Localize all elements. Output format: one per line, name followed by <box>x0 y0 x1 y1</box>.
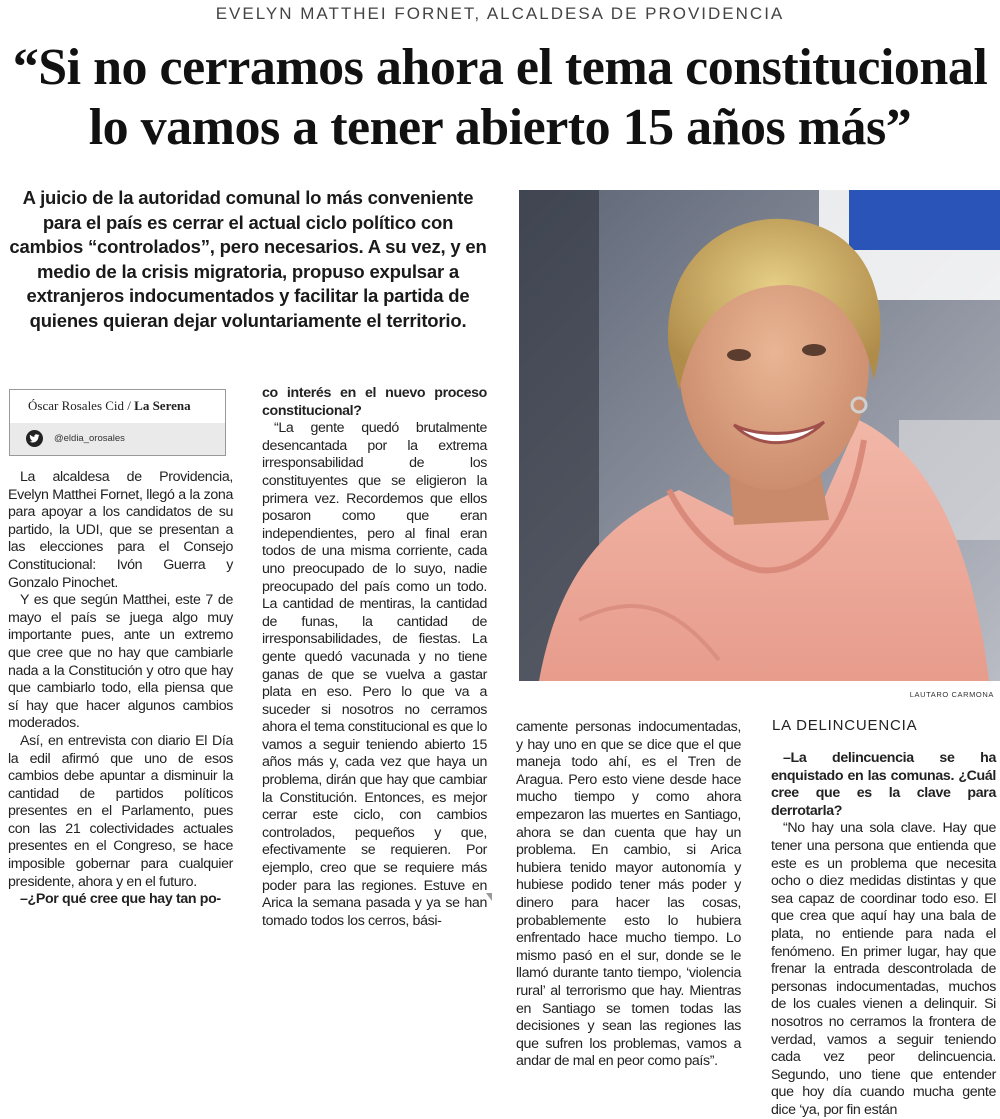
article-column-4 <box>771 750 996 1119</box>
paragraph: La alcaldesa de Providencia, Evelyn Matthei Fornet, llegó a la zona para apoyar a los candidatos de su partido, la UDI, que se presentan a las elecciones para el Consejo Constitucional: Ivón Guerra y Gonzalo Pinochet. <box>8 469 233 591</box>
article-column-3 <box>516 719 741 1071</box>
interview-question: co interés en el nuevo proceso constitucional? <box>262 385 487 419</box>
interview-question: –La delincuencia se ha enquistado en las comunas. ¿Cuál cree que es la clave para derrotarla? <box>771 750 996 819</box>
paragraph: “No hay una sola clave. Hay que tener una persona que entienda que este es un problema que necesita ocho o diez medidas distintas y que sea capaz de coordinar todo eso. El que crea que aquí hay una bala de plata, no entiende para nada el fenómeno. En primer lugar, hay que frenar la entrada descontrolada de personas indocumentadas, muchos de los cuales vienen a delinquir. Si nosotros no cerramos la frontera de verdad, vamos a seguir teniendo cada vez peor delincuencia. Segundo, uno tiene que entender que hoy día cuando mucha gente dice ‘ya, por fin están <box>771 820 996 1118</box>
interview-question: –¿Por qué cree que hay tan po- <box>20 891 221 908</box>
page-mark <box>486 893 492 901</box>
byline-box <box>9 389 226 456</box>
byline-author <box>28 398 191 414</box>
photo-credit: LAUTARO CARMONA <box>909 690 994 699</box>
article-column-2 <box>262 385 487 930</box>
lead-paragraph: A juicio de la autoridad comunal lo más conveniente para el país es cerrar el actual ciclo político con cambios “controlados”, pero necesarios. A su vez, y en medio de la crisis migratoria, propuso expulsar a extranjeros indocumentados y facilitar la partida de quienes quieran dejar voluntariamente el territorio. <box>9 187 487 331</box>
headline-line-2: lo vamos a tener abierto 15 años más” <box>88 99 912 156</box>
article-column-1 <box>8 469 233 909</box>
byline-social <box>10 423 225 455</box>
paragraph: “La gente quedó brutalmente desencantada por la extrema irresponsabilidad de los constituyentes que se eligieron la primera vez. Recordemos que ellos posaron como que eran independientes, pero al final eran todos de una misma corriente, cada uno preocupado de lo suyo, nadie preocupado del país como un todo. La cantidad de mentiras, la cantidad de funas, la cantidad de irresponsabilidades, de fiestas. La gente quedó vacunada y no tiene ganas de que se vuelva a gastar plata en eso. Pero lo que va a suceder si nosotros no cerramos ahora el tema constitucional es que lo vamos a seguir teniendo abierto 15 años más y, cada vez que haya un problema, dirán que hay que cambiar la Constitución. Entonces, es mejor cerrar este ciclo, con cambios controlados, pequeños y que, efectivamente se requieren. Por ejemplo, creo que se requiere más poder para las regiones. Estuve en Arica la semana pasada y ya se han tomado todos los cerros, bási- <box>262 420 487 929</box>
twitter-handle: @eldia_orosales <box>54 433 125 444</box>
interviewee-photo <box>519 190 1000 681</box>
portrait-illustration <box>519 190 1000 681</box>
paragraph: camente personas indocumentadas, y hay uno en que se dice que el que maneja todo ahí, es el Tren de Aragua. Pero esto viene desde hace mucho tiempo y como ahora empezaron las muertes en Santiago, ahora se dan cuenta que hay un problema. En cambio, si Arica hubiera tenido mayor autonomía y hubiese podido tener más poder y dinero para hacer las cosas, probablemente esto lo hubiera enfrentado hace mucho tiempo. Lo mismo pasó en el sur, donde se le llamó durante tanto tiempo, ‘violencia rural’ al terrorismo que hay. Mientras en Santiago se tomen todas las decisiones y sean las regiones las que sufren los problemas, vamos a andar de mal en peor como país”. <box>516 719 741 1070</box>
paragraph: Y es que según Matthei, este 7 de mayo el país se juega algo muy importante pues, ante un extremo que cree que no hay que cambiarle nada a la Constitución y otro que hay que cambiarlo todo, ella piensa que sí hay que hacer algunos cambios moderados. <box>8 592 233 732</box>
headline-line-1: “Si no cerramos ahora el tema constitucional <box>12 39 988 96</box>
twitter-icon <box>26 430 43 447</box>
author-location: La Serena <box>134 398 191 413</box>
section-heading: LA DELINCUENCIA <box>772 717 918 734</box>
headline <box>0 38 1000 158</box>
paragraph: Así, en entrevista con diario El Día la edil afirmó que uno de esos cambios debe apuntar a disminuir la cantidad de partidos políticos presentes en el Parlamento, pues con las 21 colectividades actuales presentes en el Congreso, se hace imposible gobernar para cualquier presidente, ahora y en el futuro. <box>8 732 233 890</box>
article-kicker: EVELYN MATTHEI FORNET, ALCALDESA DE PROVIDENCIA <box>215 4 785 23</box>
author-name: Óscar Rosales Cid / <box>28 398 131 413</box>
